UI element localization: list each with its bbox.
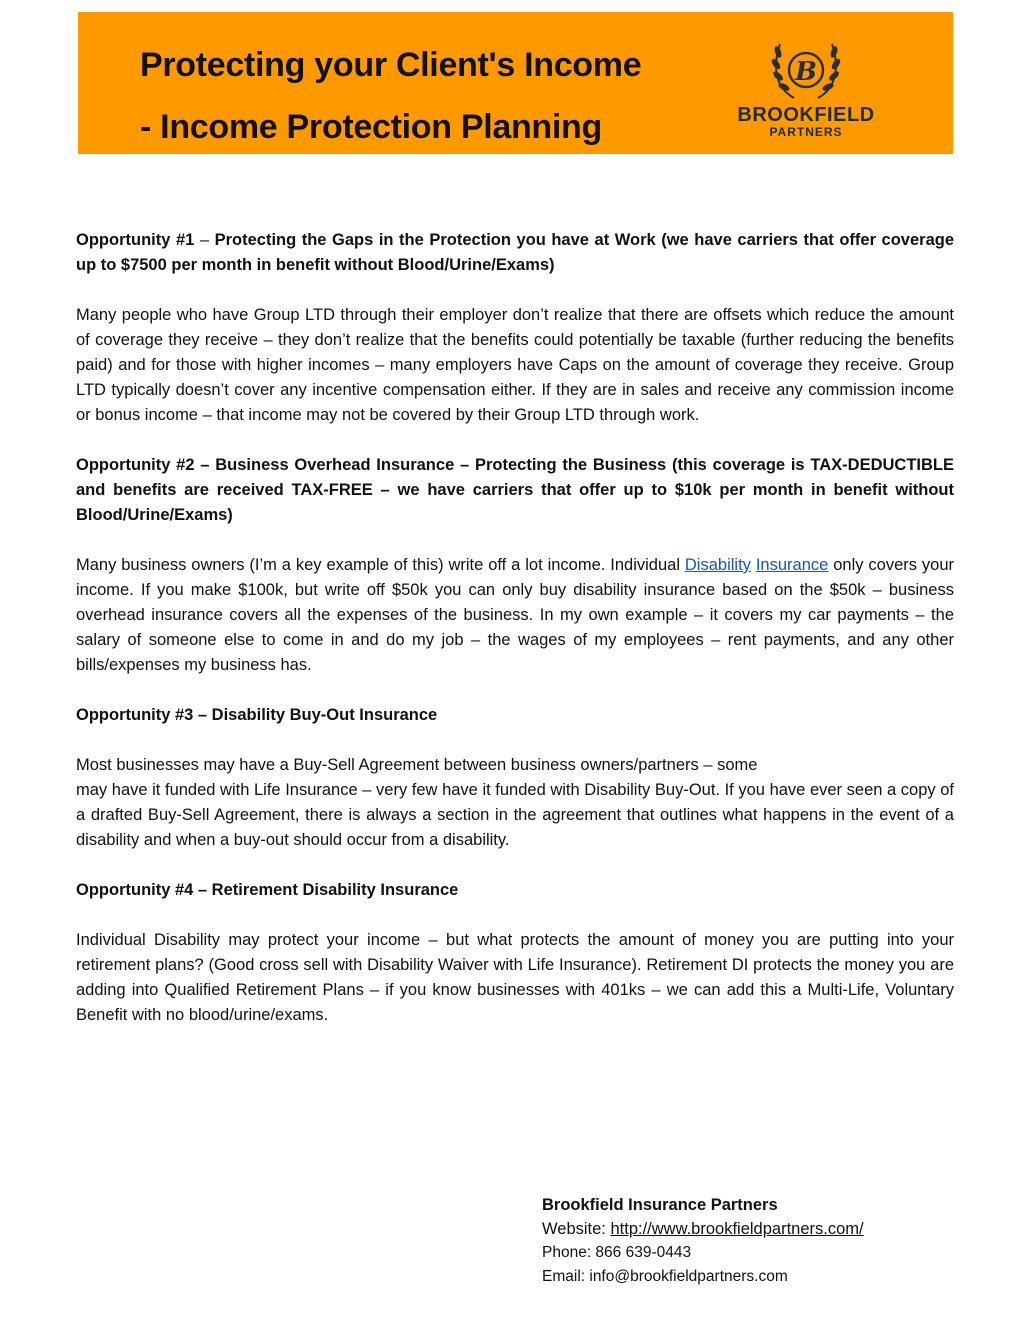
disability-link[interactable]: Disability [684,556,751,574]
opportunity-4-body: Individual Disability may protect your income – but what protects the amount of money you are putting into your retirement plans? (Good cross sell with Disability Waiver with Life Insurance). Retirement DI protects the money you are adding into Qualified Retirement Plans – if you know businesses with 401ks – we can add this a Multi-Life, Voluntary Benefit with no blood/urine/exams. [76,931,954,1024]
opportunity-2-body [76,553,954,678]
website-label: Website: [542,1220,611,1238]
opportunity-3-heading: Opportunity #3 – Disability Buy-Out Insurance [76,706,438,724]
header-banner [78,12,953,154]
opportunity-1-body: Many people who have Group LTD through their employer don’t realize that there are offsets which reduce the amount of coverage they receive – they don’t realize that the benefits could potentially be taxable (further reducing the benefits paid) and for those with higher incomes – many employers have Caps on the amount of coverage they receive. Group LTD typically doesn’t cover any incentive compensation either. If they are in sales and receive any commission income or bonus income – that income may not be covered by their Group LTD through work. [76,306,954,424]
logo-subtitle: PARTNERS [769,125,843,139]
contact-footer [542,1193,962,1289]
banner-title [140,34,760,158]
opportunity-1-heading-text: Protecting the Gaps in the Protection you have at Work (we have carriers that offer coverage up to $7500 per month in benefit without Blood/Urine/Exams) [76,231,954,274]
article-body [76,228,954,1053]
insurance-link[interactable]: Insurance [755,556,829,574]
opportunity-4-heading: Opportunity #4 – Retirement Disability Insurance [76,881,459,899]
website-link[interactable]: http://www.brookfieldpartners.com/ [610,1220,864,1238]
opportunity-3-body [76,753,954,853]
logo-name: BROOKFIELD [737,104,875,126]
phone-line: Phone: 866 639-0443 [542,1244,692,1261]
opportunity-3-body-rest: may have it funded with Life Insurance – very few have it funded with Disability Buy-Out. If you have ever seen a copy of a drafted Buy-Sell Agreement, there is always a section in the agreement that outlines what happens in the event of a disability and when a buy-out should occur from a disability. [76,781,954,849]
opportunity-2-heading: Opportunity #2 – Business Overhead Insurance – Protecting the Business (this coverage is TAX-DEDUCTIBLE and benefits are received TAX-FREE – we have carriers that offer up to $10k per month in benefit without Blood/Urine/Exams) [76,456,954,524]
opportunity-1-heading-prefix: Opportunity #1 [76,231,195,249]
opportunity-2-body-start: Many business owners (I’m a key example of this) write off a lot income. Individual [76,556,685,574]
opportunity-1-heading-dash: – [194,231,215,249]
opportunity-3-body-line1: Most businesses may have a Buy-Sell Agreement between business owners/partners – some [76,756,758,774]
company-name: Brookfield Insurance Partners [542,1196,778,1214]
banner-title-line1: Protecting your Client's Income [140,46,642,84]
laurel-crest-icon [764,34,848,104]
brookfield-logo [726,34,886,144]
opportunity-2-body-end: only covers your income. If you make $100k, but write off $50k you can only buy disability insurance based on the $50k – business overhead insurance covers all the expenses of the business. In my own example – it covers my car payments – the salary of someone else to come in and do my job – the wages of my employees – rent payments, and any other bills/expenses my business has. [76,556,954,674]
email-line: Email: info@brookfieldpartners.com [542,1268,788,1285]
banner-title-line2: - Income Protection Planning [140,108,602,146]
svg-text:B: B [795,57,817,87]
opportunity-1-heading [76,228,954,278]
website-line [542,1217,962,1241]
